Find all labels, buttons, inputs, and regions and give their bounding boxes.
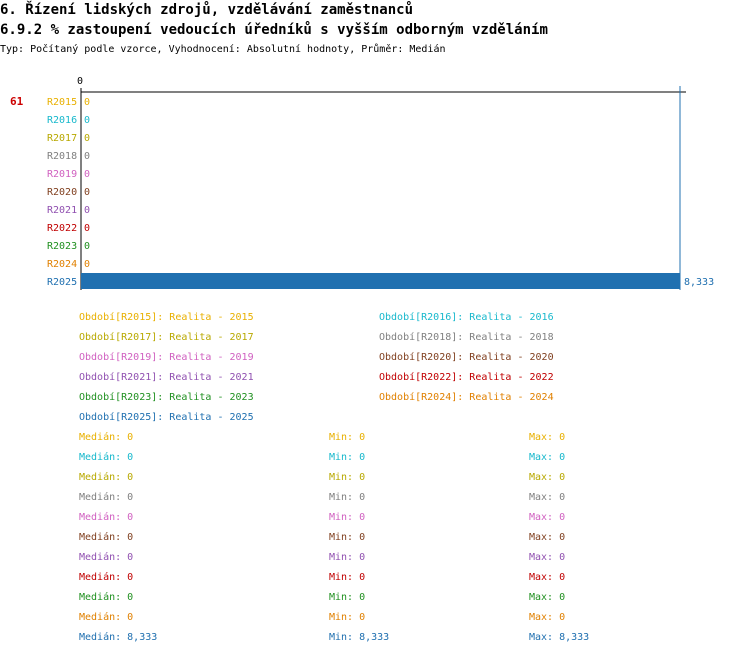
bar	[81, 273, 680, 289]
stat-max: Max: 0	[529, 572, 566, 583]
data-label: 0	[84, 241, 91, 252]
category-label: R2019	[47, 169, 78, 180]
stat-min: Min: 0	[329, 592, 366, 603]
stat-median: Medián: 0	[79, 552, 134, 563]
axis-top-label: 0	[77, 76, 84, 87]
side-marker: 61	[10, 95, 24, 108]
stat-max: Max: 0	[529, 552, 566, 563]
chart-meta: Typ: Počítaný podle vzorce, Vyhodnocení: Absolutní hodnoty, Průměr: Medián	[0, 44, 446, 55]
stat-median: Medián: 0	[79, 492, 134, 503]
legend-item: Období[R2020]: Realita - 2020	[379, 352, 554, 363]
legend-item: Období[R2017]: Realita - 2017	[79, 332, 254, 343]
stat-min: Min: 0	[329, 512, 366, 523]
data-label: 0	[84, 259, 91, 270]
category-label: R2016	[47, 115, 78, 126]
stat-min: Min: 0	[329, 552, 366, 563]
stat-median: Medián: 8,333	[79, 632, 158, 643]
stat-min: Min: 0	[329, 532, 366, 543]
stat-median: Medián: 0	[79, 472, 134, 483]
stat-median: Medián: 0	[79, 612, 134, 623]
category-label: R2018	[47, 151, 78, 162]
data-label: 0	[84, 187, 91, 198]
category-label: R2024	[47, 259, 78, 270]
page-title: 6. Řízení lidských zdrojů, vzdělávání zaměstnanců	[0, 2, 414, 18]
category-label: R2023	[47, 241, 78, 252]
stat-min: Min: 8,333	[329, 632, 390, 643]
stat-max: Max: 0	[529, 512, 566, 523]
stat-min: Min: 0	[329, 572, 366, 583]
legend-item: Období[R2024]: Realita - 2024	[379, 392, 554, 403]
stat-max: Max: 0	[529, 452, 566, 463]
data-label: 0	[84, 133, 91, 144]
stat-max: Max: 0	[529, 592, 566, 603]
data-label: 0	[84, 205, 91, 216]
stat-max: Max: 8,333	[529, 632, 590, 643]
legend-item: Období[R2022]: Realita - 2022	[379, 372, 554, 383]
category-label: R2021	[47, 205, 78, 216]
legend-item: Období[R2018]: Realita - 2018	[379, 332, 554, 343]
data-label: 0	[84, 115, 91, 126]
category-label: R2020	[47, 187, 78, 198]
legend-item: Období[R2021]: Realita - 2021	[79, 372, 254, 383]
legend-item: Období[R2019]: Realita - 2019	[79, 352, 254, 363]
stat-min: Min: 0	[329, 452, 366, 463]
category-label: R2025	[47, 277, 78, 288]
category-label: R2022	[47, 223, 78, 234]
legend-item: Období[R2023]: Realita - 2023	[79, 392, 254, 403]
stat-median: Medián: 0	[79, 432, 134, 443]
stat-max: Max: 0	[529, 432, 566, 443]
data-label: 0	[84, 151, 91, 162]
stat-min: Min: 0	[329, 492, 366, 503]
stat-min: Min: 0	[329, 612, 366, 623]
stat-min: Min: 0	[329, 432, 366, 443]
stat-max: Max: 0	[529, 492, 566, 503]
stat-median: Medián: 0	[79, 592, 134, 603]
stat-median: Medián: 0	[79, 512, 134, 523]
stat-max: Max: 0	[529, 532, 566, 543]
stat-median: Medián: 0	[79, 532, 134, 543]
stat-max: Max: 0	[529, 472, 566, 483]
legend-item: Období[R2025]: Realita - 2025	[79, 412, 254, 423]
category-label: R2017	[47, 133, 78, 144]
legend-item: Období[R2016]: Realita - 2016	[379, 312, 554, 323]
data-label: 0	[84, 97, 91, 108]
stat-median: Medián: 0	[79, 452, 134, 463]
chart-title: 6.9.2 % zastoupení vedoucích úředníků s vyšším odborným vzděláním	[0, 22, 548, 38]
legend-item: Období[R2015]: Realita - 2015	[79, 312, 254, 323]
data-label: 8,333	[684, 277, 715, 288]
data-label: 0	[84, 169, 91, 180]
category-label: R2015	[47, 97, 78, 108]
stat-median: Medián: 0	[79, 572, 134, 583]
stat-min: Min: 0	[329, 472, 366, 483]
stat-max: Max: 0	[529, 612, 566, 623]
bar-chart	[0, 70, 750, 300]
data-label: 0	[84, 223, 91, 234]
